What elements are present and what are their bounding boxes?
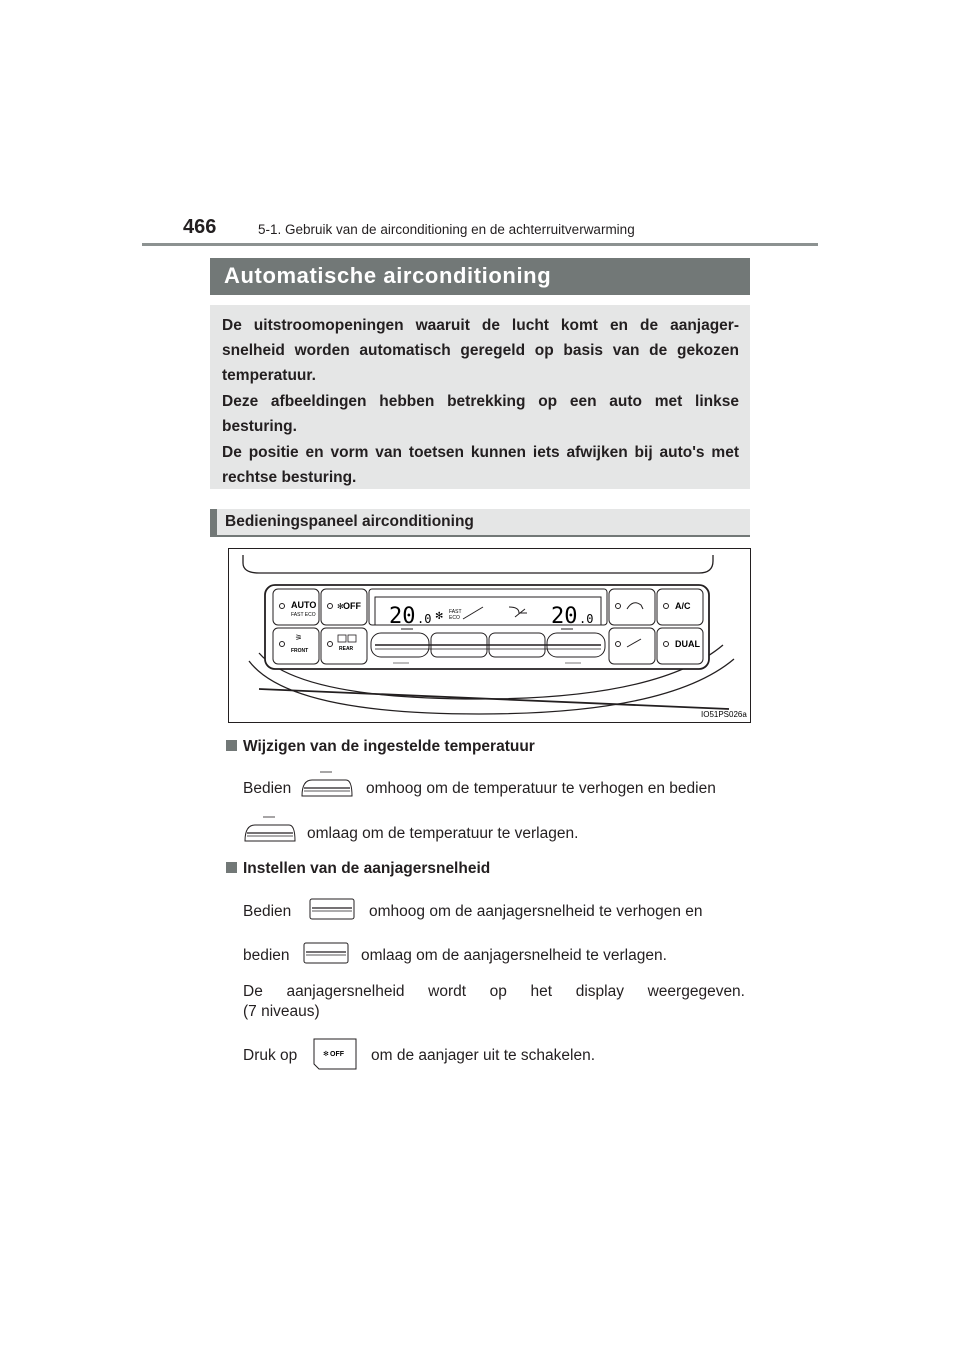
- section-title: Automatische airconditioning: [224, 263, 552, 288]
- right-temp: 20: [551, 604, 578, 629]
- svg-text:✻: ✻: [323, 1050, 329, 1058]
- subsection-title: Bedieningspaneel airconditioning: [225, 513, 474, 530]
- ac-panel-illustration: [229, 549, 750, 722]
- display-fast: FAST: [449, 609, 462, 615]
- temp-switch-icon-2: [241, 815, 299, 845]
- front-defrost-icon: ⚞: [295, 633, 303, 642]
- fan-display-line1: De aanjagersnelheid wordt op het display weergegeven.: [243, 983, 745, 1000]
- display-eco: ECO: [449, 615, 460, 621]
- off-line-b: om de aanjager uit te schakelen.: [371, 1047, 596, 1064]
- front-label: FRONT: [291, 648, 309, 654]
- off-label: OFF: [343, 601, 361, 611]
- fan-switch-icon-2: [303, 941, 349, 965]
- right-temp-decimal: .0: [579, 612, 594, 626]
- header-rule: [142, 243, 818, 246]
- section-title-bar: [210, 258, 750, 295]
- fan-heading-text: Instellen van de aanjagersnelheid: [243, 860, 491, 877]
- dual-label: DUAL: [675, 639, 700, 649]
- figure-id: IO51PS026a: [701, 710, 747, 719]
- fan-line1-a: Bedien: [243, 903, 292, 920]
- temp-line2: omlaag om de temperatuur te verlagen.: [307, 825, 579, 842]
- fan-line2-a: bedien: [243, 947, 290, 964]
- subsection-marker: [210, 509, 217, 537]
- subsection-heading-bar: [210, 509, 750, 537]
- auto-label: AUTO: [291, 600, 317, 610]
- temp-heading: [226, 738, 535, 756]
- intro-paragraph-3: De positie en vorm van toetsen kunnen iets afwijken bij auto's met rechtse besturing.: [222, 444, 739, 486]
- temp-heading-text: Wijzigen van de ingestelde temperatuur: [243, 738, 535, 755]
- off-line-a: Druk op: [243, 1047, 298, 1064]
- fan-line2-b: omlaag om de aanjagersnelheid te verlagen.: [361, 947, 667, 964]
- bullet-square-2: [226, 862, 237, 873]
- left-temp: 20: [389, 604, 416, 629]
- off-icon-label: OFF: [330, 1051, 344, 1058]
- fan-heading: [226, 860, 490, 878]
- chapter-heading: 5-1. Gebruik van de airconditioning en de achterruitverwarming: [258, 222, 635, 237]
- dash-top-curve: [243, 555, 713, 573]
- fan-display-line2: (7 niveaus): [243, 1003, 320, 1020]
- auto-sublabel: FAST ECO: [291, 612, 316, 618]
- display-fan-icon: ✻: [435, 611, 444, 622]
- intro-paragraph-1: De uitstroomopeningen waaruit de lucht komt en de aanjager-snelheid worden automatisch geregeld op basis van de gekozen temperatuur.: [222, 317, 739, 384]
- temp-line1-b: omhoog om de temperatuur te verhogen en bedien: [366, 780, 716, 797]
- ac-panel-figure: [228, 548, 751, 723]
- fan-icon: ✻: [337, 602, 344, 611]
- left-temp-decimal: .0: [417, 612, 432, 626]
- temp-line1-a: Bedien: [243, 780, 292, 797]
- fan-line1-b: omhoog om de aanjagersnelheid te verhogen en: [369, 903, 703, 920]
- temp-switch-icon: [298, 770, 356, 800]
- fan-switch-icon: [309, 897, 355, 921]
- rear-label: REAR: [339, 646, 354, 652]
- dash-curve-3: [259, 689, 729, 709]
- intro-paragraph-2: Deze afbeeldingen hebben betrekking op een auto met linkse besturing.: [222, 393, 739, 435]
- page-number: 466: [183, 216, 217, 238]
- ac-label: A/C: [675, 601, 691, 611]
- intro-box: [210, 305, 750, 489]
- bullet-square: [226, 740, 237, 751]
- off-button-icon: [313, 1038, 357, 1070]
